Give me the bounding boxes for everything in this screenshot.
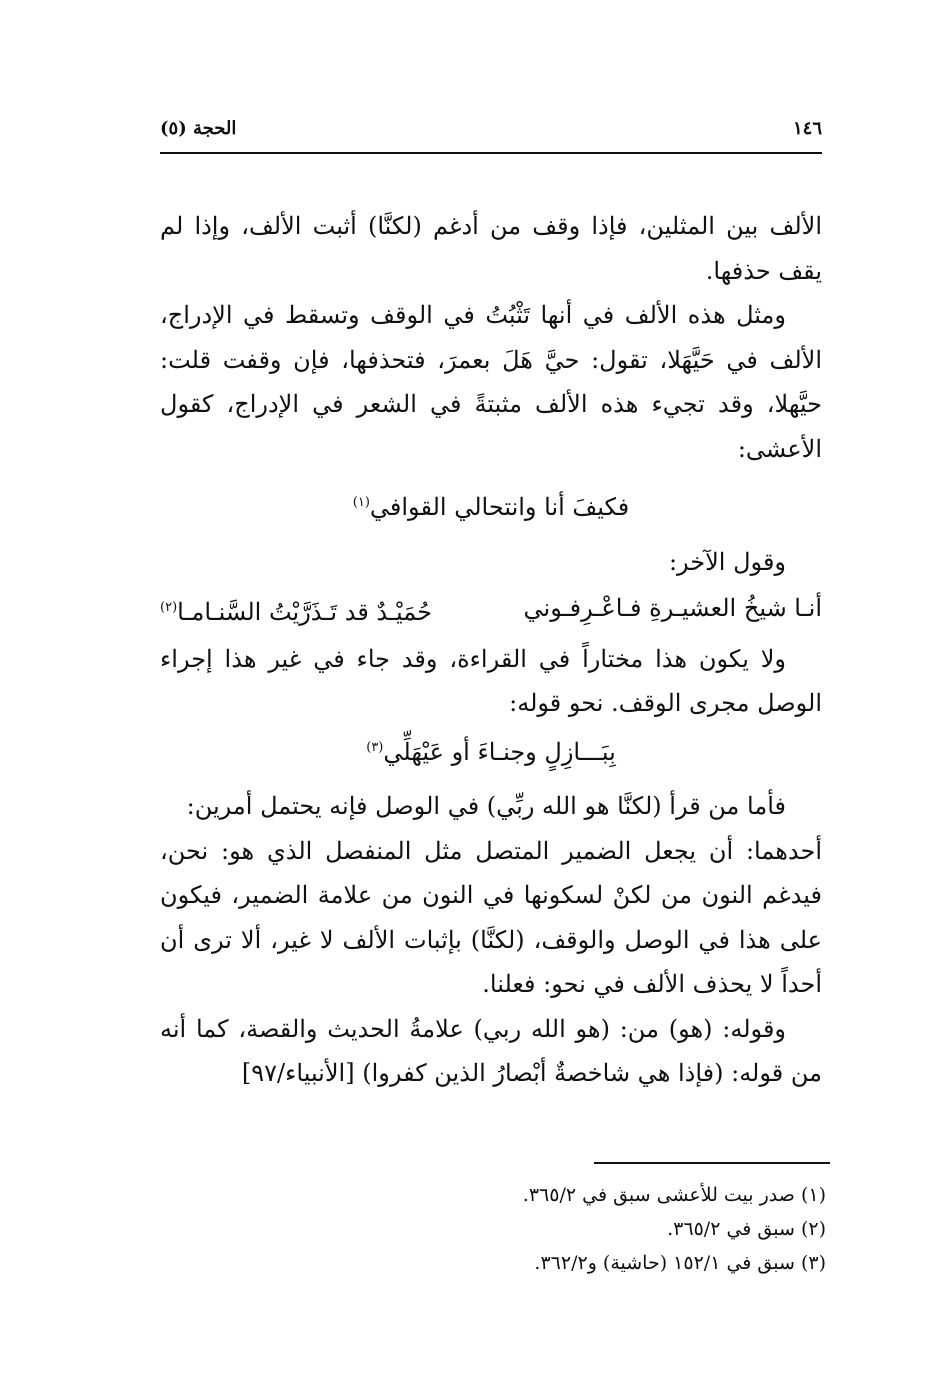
- footnote: (٣) سبق في ١٥٢/١ (حاشية) و٣٦٢/٢.: [534, 1252, 826, 1274]
- verse-line: [160, 481, 822, 530]
- running-title: الحجة (٥): [160, 118, 237, 139]
- footnote-ref: (٣): [366, 739, 384, 755]
- footnote-ref: (١): [352, 495, 370, 510]
- footnote-separator: [594, 1162, 830, 1164]
- verse-hemistich-first: أنـا شيخُ العشيـرةِ فـاعْـرِفـوني: [523, 594, 822, 622]
- page-number: ١٤٦: [792, 118, 822, 139]
- verse-line: [160, 726, 822, 775]
- paragraph: ومثل هذه الألف في أنها تَثْبُتُ في الوقف وتسقط في الإدراج، الألف في حَيَّهَلا، تقول: حيَّ هَلَ بعمرَ، فتحذفها، فإن وقفت قلت: حيَّهلا، وقد تجيء هذه الألف مثبتةً في الشعر في الإدراج، كقول الأعشى:: [160, 301, 822, 463]
- page-header: [160, 118, 822, 154]
- verse-text: حُمَيْـدٌ قد تَـذَرَّيْتُ السَّنـامـا: [177, 598, 432, 626]
- main-text: [160, 204, 822, 1096]
- footnote: (٢) سبق في ٣٦٥/٢.: [667, 1218, 826, 1240]
- footnotes: [160, 1178, 826, 1280]
- footnote-ref: (٢): [160, 600, 178, 615]
- verse-text: فكيفَ أنا وانتحالي القوافي: [369, 493, 630, 521]
- verse-text: بِبَـــازِلٍ وجنـاءَ أو عَيْهَلِّي: [383, 737, 616, 766]
- verse-line: [160, 586, 822, 635]
- paragraph: الألف بين المثلين، فإذا وقف من أدغم (لكنَّا) أثبت الألف، وإذا لم يقف حذفها.: [160, 212, 822, 285]
- footnote: (١) صدر بيت للأعشى سبق في ٣٦٥/٢.: [522, 1184, 826, 1206]
- verse-hemistich-second: [160, 586, 432, 635]
- paragraph: ولا يكون هذا مختاراً في القراءة، وقد جاء في غير هذا إجراء الوصل مجرى الوقف. نحو قوله:: [160, 644, 822, 717]
- paragraph: أحدهما: أن يجعل الضمير المتصل مثل المنفصل الذي هو: نحن، فيدغم النون من لكنْ لسكونها في النون من علامة الضمير، فيكون على هذا في الوصل والوقف، (لكنَّا) بإثبات الألف لا غير، ألا ترى أن أحداً لا يحذف الألف في نحو: فعلنا.: [160, 836, 822, 998]
- paragraph: وقوله: (هو) من: (هو الله ربي) علامةُ الحديث والقصة، كما أنه من قوله: (فإذا هي شاخصةٌ أبْصارُ الذين كفروا) [الأنبياء/٩٧]: [160, 1014, 822, 1087]
- paragraph: وقول الآخر:: [668, 547, 786, 576]
- paragraph: فأما من قرأ (لكنَّا هو الله ربِّي) في الوصل فإنه يحتمل أمرين:: [186, 792, 786, 820]
